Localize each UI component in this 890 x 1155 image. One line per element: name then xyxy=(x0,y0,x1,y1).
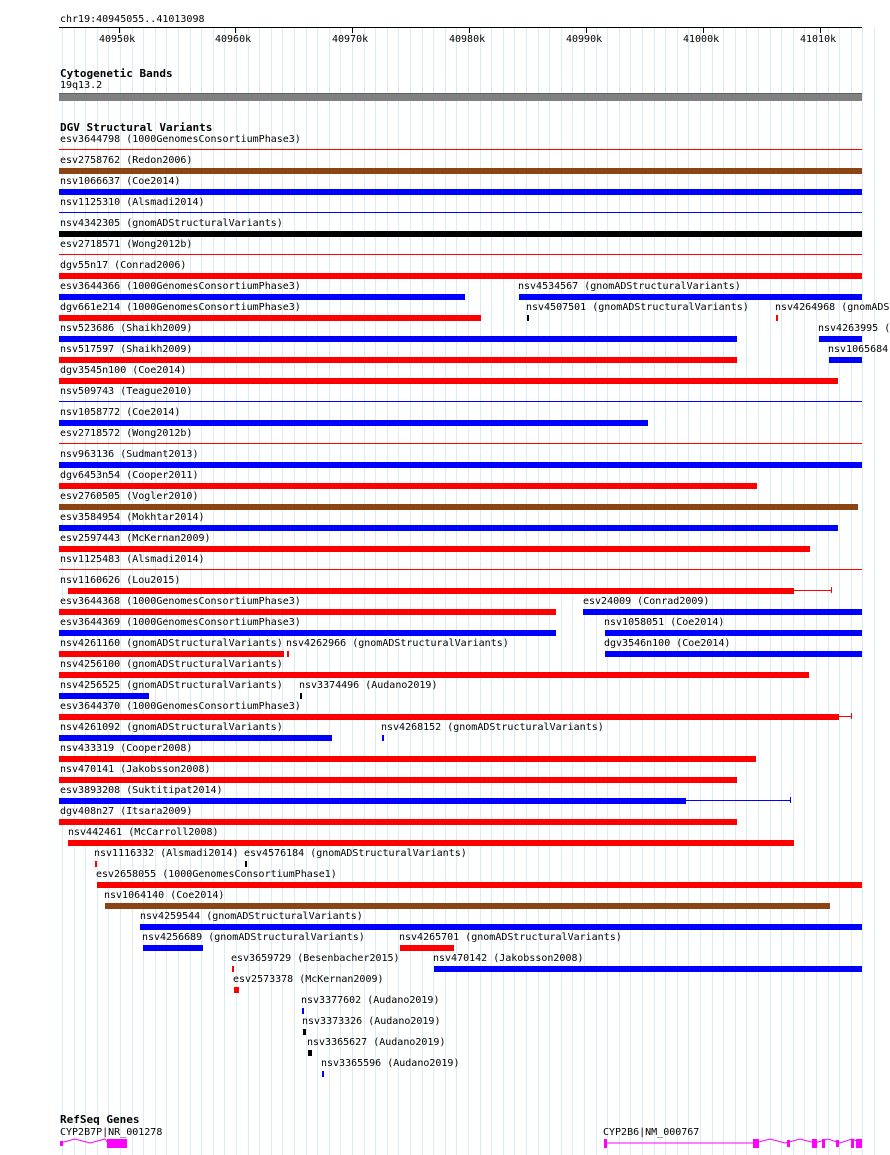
variant-bar[interactable] xyxy=(59,357,737,363)
variant-bar[interactable] xyxy=(59,273,862,279)
variant-label[interactable]: nsv3365596 (Audano2019) xyxy=(321,1058,460,1069)
variant-label[interactable]: nsv4259544 (gnomADStructuralVariants) xyxy=(140,911,363,922)
variant-bar[interactable] xyxy=(59,630,556,636)
variant-bar[interactable] xyxy=(829,357,862,363)
variant-whisker-cap xyxy=(851,713,852,719)
variant-bar[interactable] xyxy=(59,651,284,657)
variant-bar[interactable] xyxy=(59,777,737,783)
variant-label[interactable]: esv3644366 (1000GenomesConsortiumPhase3) xyxy=(60,281,301,292)
variant-label[interactable]: esv3644798 (1000GenomesConsortiumPhase3) xyxy=(60,134,301,145)
variant-bar[interactable] xyxy=(234,987,239,993)
variant-bar[interactable] xyxy=(302,1008,304,1014)
variant-label[interactable]: esv2718572 (Wong2012b) xyxy=(60,428,193,439)
variant-bar[interactable] xyxy=(303,1029,306,1035)
variant-label[interactable]: nsv4262966 (gnomADStructuralVariants) xyxy=(286,638,509,649)
variant-bar[interactable] xyxy=(819,336,862,342)
variant-label[interactable]: nsv1160626 (Lou2015) xyxy=(60,575,181,586)
variant-bar[interactable] xyxy=(400,945,454,951)
variant-bar[interactable] xyxy=(59,294,465,300)
cytoband-label: 19q13.2 xyxy=(60,80,103,91)
variant-bar[interactable] xyxy=(527,315,529,321)
variant-bar[interactable] xyxy=(59,420,648,426)
variant-bar[interactable] xyxy=(59,525,838,531)
variant-label[interactable]: dgv3546n100 (Coe2014) xyxy=(604,638,731,649)
variant-bar[interactable] xyxy=(105,903,830,909)
variant-bar[interactable] xyxy=(59,756,756,762)
variant-label[interactable]: nsv1065684 xyxy=(828,344,889,355)
variant-label[interactable]: nsv4256100 (gnomADStructuralVariants) xyxy=(60,659,283,670)
variant-label[interactable]: esv3659729 (Besenbacher2015) xyxy=(231,953,400,964)
variant-label[interactable]: dgv408n27 (Itsara2009) xyxy=(60,806,193,817)
variant-label[interactable]: nsv4342305 (gnomADStructuralVariants) xyxy=(60,218,283,229)
variant-bar[interactable] xyxy=(59,714,839,720)
cytoband-bar[interactable] xyxy=(59,93,862,101)
gene-label-cyp2b7p[interactable]: CYP2B7P|NR_001278 xyxy=(60,1127,163,1138)
ruler-tick xyxy=(235,27,236,33)
variant-label[interactable]: esv2597443 (McKernan2009) xyxy=(60,533,211,544)
variant-bar[interactable] xyxy=(59,693,149,699)
variant-label[interactable]: esv2718571 (Wong2012b) xyxy=(60,239,193,250)
variant-label[interactable]: nsv523686 (Shaikh2009) xyxy=(60,323,193,334)
ruler-tick xyxy=(586,27,587,33)
variant-label[interactable]: nsv3365627 (Audano2019) xyxy=(307,1037,446,1048)
gene-label-cyp2b6[interactable]: CYP2B6|NM_000767 xyxy=(603,1127,700,1138)
variant-bar[interactable] xyxy=(308,1050,312,1056)
variant-bar[interactable] xyxy=(59,336,737,342)
ruler-tick-label: 41010k xyxy=(800,34,837,45)
refseq-title: RefSeq Genes xyxy=(60,1113,140,1126)
ruler-tick xyxy=(820,27,821,33)
variant-label[interactable]: esv2758762 (Redon2006) xyxy=(60,155,193,166)
ruler-axis xyxy=(59,27,862,28)
variant-bar[interactable] xyxy=(95,861,97,867)
dgv-title: DGV Structural Variants xyxy=(60,121,213,134)
variant-label[interactable]: nsv4265701 (gnomADStructuralVariants) xyxy=(399,932,622,943)
variant-label[interactable]: nsv4263995 ( xyxy=(818,323,890,334)
variant-bar[interactable] xyxy=(322,1071,324,1077)
variant-line[interactable] xyxy=(59,149,862,150)
variant-label[interactable]: nsv4256525 (gnomADStructuralVariants) xyxy=(60,680,283,691)
variant-label[interactable]: esv2760505 (Vogler2010) xyxy=(60,491,199,502)
variant-bar[interactable] xyxy=(59,231,862,237)
variant-label[interactable]: nsv4534567 (gnomADStructuralVariants) xyxy=(518,281,741,292)
ruler-tick-label: 40980k xyxy=(449,34,486,45)
variant-line[interactable] xyxy=(59,443,862,444)
variant-label[interactable]: nsv4261160 (gnomADStructuralVariants) xyxy=(60,638,283,649)
variant-bar[interactable] xyxy=(434,966,862,972)
variant-label[interactable]: nsv470141 (Jakobsson2008) xyxy=(60,764,211,775)
variant-whisker xyxy=(686,800,790,801)
variant-label[interactable]: nsv3374496 (Audano2019) xyxy=(299,680,438,691)
ruler-tick xyxy=(119,27,120,33)
grid-line xyxy=(804,27,805,1155)
grid-line xyxy=(816,27,817,1155)
variant-bar[interactable] xyxy=(583,609,862,615)
variant-whisker-cap xyxy=(831,587,832,593)
variant-bar[interactable] xyxy=(232,966,234,972)
variant-label[interactable]: nsv1058051 (Coe2014) xyxy=(604,617,725,628)
variant-label[interactable]: nsv517597 (Shaikh2009) xyxy=(60,344,193,355)
variant-whisker xyxy=(794,590,831,591)
variant-bar[interactable] xyxy=(59,735,332,741)
variant-label[interactable]: esv2573378 (McKernan2009) xyxy=(233,974,384,985)
refseq-gene-models[interactable] xyxy=(0,1135,890,1151)
variant-bar[interactable] xyxy=(59,672,809,678)
variant-bar[interactable] xyxy=(776,315,778,321)
variant-label[interactable]: nsv3373326 (Audano2019) xyxy=(302,1016,441,1027)
cytobands-title: Cytogenetic Bands xyxy=(60,67,173,80)
variant-line[interactable] xyxy=(59,569,862,570)
ruler-tick xyxy=(703,27,704,33)
variant-label[interactable]: nsv442461 (McCarroll2008) xyxy=(68,827,219,838)
variant-bar[interactable] xyxy=(59,798,686,804)
variant-label[interactable]: nsv4261092 (gnomADStructuralVariants) xyxy=(60,722,283,733)
chromosome-position: chr19:40945055..41013098 xyxy=(60,14,205,25)
variant-bar[interactable] xyxy=(59,189,862,195)
variant-whisker-cap xyxy=(790,797,791,803)
variant-bar[interactable] xyxy=(382,735,384,741)
variant-label[interactable]: dgv6453n54 (Cooper2011) xyxy=(60,470,199,481)
ruler-tick-label: 40990k xyxy=(566,34,603,45)
variant-bar[interactable] xyxy=(59,819,737,825)
variant-label[interactable]: esv3893208 (Suktitipat2014) xyxy=(60,785,223,796)
variant-label[interactable]: nsv1066637 (Coe2014) xyxy=(60,176,181,187)
variant-bar[interactable] xyxy=(143,945,203,951)
variant-bar[interactable] xyxy=(245,861,247,867)
grid-line xyxy=(874,27,875,1155)
variant-label[interactable]: nsv509743 (Teague2010) xyxy=(60,386,193,397)
variant-label[interactable]: nsv3377602 (Audano2019) xyxy=(301,995,440,1006)
variant-bar[interactable] xyxy=(59,609,556,615)
ruler-tick xyxy=(469,27,470,33)
ruler-tick xyxy=(352,27,353,33)
variant-bar[interactable] xyxy=(300,693,302,699)
ruler-tick-label: 41000k xyxy=(683,34,720,45)
variant-whisker xyxy=(839,716,851,717)
ruler-tick-label: 40960k xyxy=(215,34,252,45)
variant-bar[interactable] xyxy=(605,651,862,657)
variant-label[interactable]: dgv661e214 (1000GenomesConsortiumPhase3) xyxy=(60,302,301,313)
variant-label[interactable]: nsv4264968 (gnomADS xyxy=(775,302,890,313)
variant-bar[interactable] xyxy=(59,483,757,489)
ruler-tick-label: 40950k xyxy=(99,34,136,45)
variant-line[interactable] xyxy=(59,254,862,255)
grid-line xyxy=(862,27,863,1155)
variant-bar[interactable] xyxy=(140,924,862,930)
variant-bar[interactable] xyxy=(59,462,862,468)
grid-line xyxy=(839,27,840,1155)
grid-line xyxy=(828,27,829,1155)
variant-label[interactable]: dgv55n17 (Conrad2006) xyxy=(60,260,187,271)
variant-bar[interactable] xyxy=(519,294,862,300)
variant-label[interactable]: nsv4507501 (gnomADStructuralVariants) xyxy=(526,302,749,313)
variant-bar[interactable] xyxy=(287,651,289,657)
variant-label[interactable]: esv2658055 (1000GenomesConsortiumPhase1) xyxy=(96,869,337,880)
variant-label[interactable]: nsv4268152 (gnomADStructuralVariants) xyxy=(381,722,604,733)
variant-line[interactable] xyxy=(59,212,862,213)
variant-bar[interactable] xyxy=(59,504,858,510)
variant-label[interactable]: nsv1125483 (Alsmadi2014) xyxy=(60,554,205,565)
variant-label[interactable]: nsv1058772 (Coe2014) xyxy=(60,407,181,418)
variant-label[interactable]: esv3584954 (Mokhtar2014) xyxy=(60,512,205,523)
variant-label[interactable]: nsv1064140 (Coe2014) xyxy=(104,890,225,901)
variant-label[interactable]: esv4576184 (gnomADStructuralVariants) xyxy=(244,848,467,859)
variant-bar[interactable] xyxy=(68,840,794,846)
variant-label[interactable]: esv24009 (Conrad2009) xyxy=(583,596,710,607)
variant-bar[interactable] xyxy=(59,315,481,321)
variant-bar[interactable] xyxy=(59,378,838,384)
variant-bar[interactable] xyxy=(97,882,862,888)
variant-label[interactable]: nsv4256689 (gnomADStructuralVariants) xyxy=(142,932,365,943)
variant-bar[interactable] xyxy=(68,588,794,594)
variant-label[interactable]: dgv3545n100 (Coe2014) xyxy=(60,365,187,376)
variant-label[interactable]: nsv963136 (Sudmant2013) xyxy=(60,449,199,460)
variant-line[interactable] xyxy=(59,401,862,402)
variant-label[interactable]: esv3644370 (1000GenomesConsortiumPhase3) xyxy=(60,701,301,712)
ruler-tick-label: 40970k xyxy=(332,34,369,45)
variant-bar[interactable] xyxy=(59,546,810,552)
variant-label[interactable]: esv3644369 (1000GenomesConsortiumPhase3) xyxy=(60,617,301,628)
variant-label[interactable]: nsv1116332 (Alsmadi2014) xyxy=(94,848,239,859)
variant-bar[interactable] xyxy=(605,630,862,636)
variant-label[interactable]: nsv1125310 (Alsmadi2014) xyxy=(60,197,205,208)
grid-line xyxy=(851,27,852,1155)
variant-bar[interactable] xyxy=(59,168,862,174)
variant-label[interactable]: nsv470142 (Jakobsson2008) xyxy=(433,953,584,964)
variant-label[interactable]: nsv433319 (Cooper2008) xyxy=(60,743,193,754)
variant-label[interactable]: esv3644368 (1000GenomesConsortiumPhase3) xyxy=(60,596,301,607)
